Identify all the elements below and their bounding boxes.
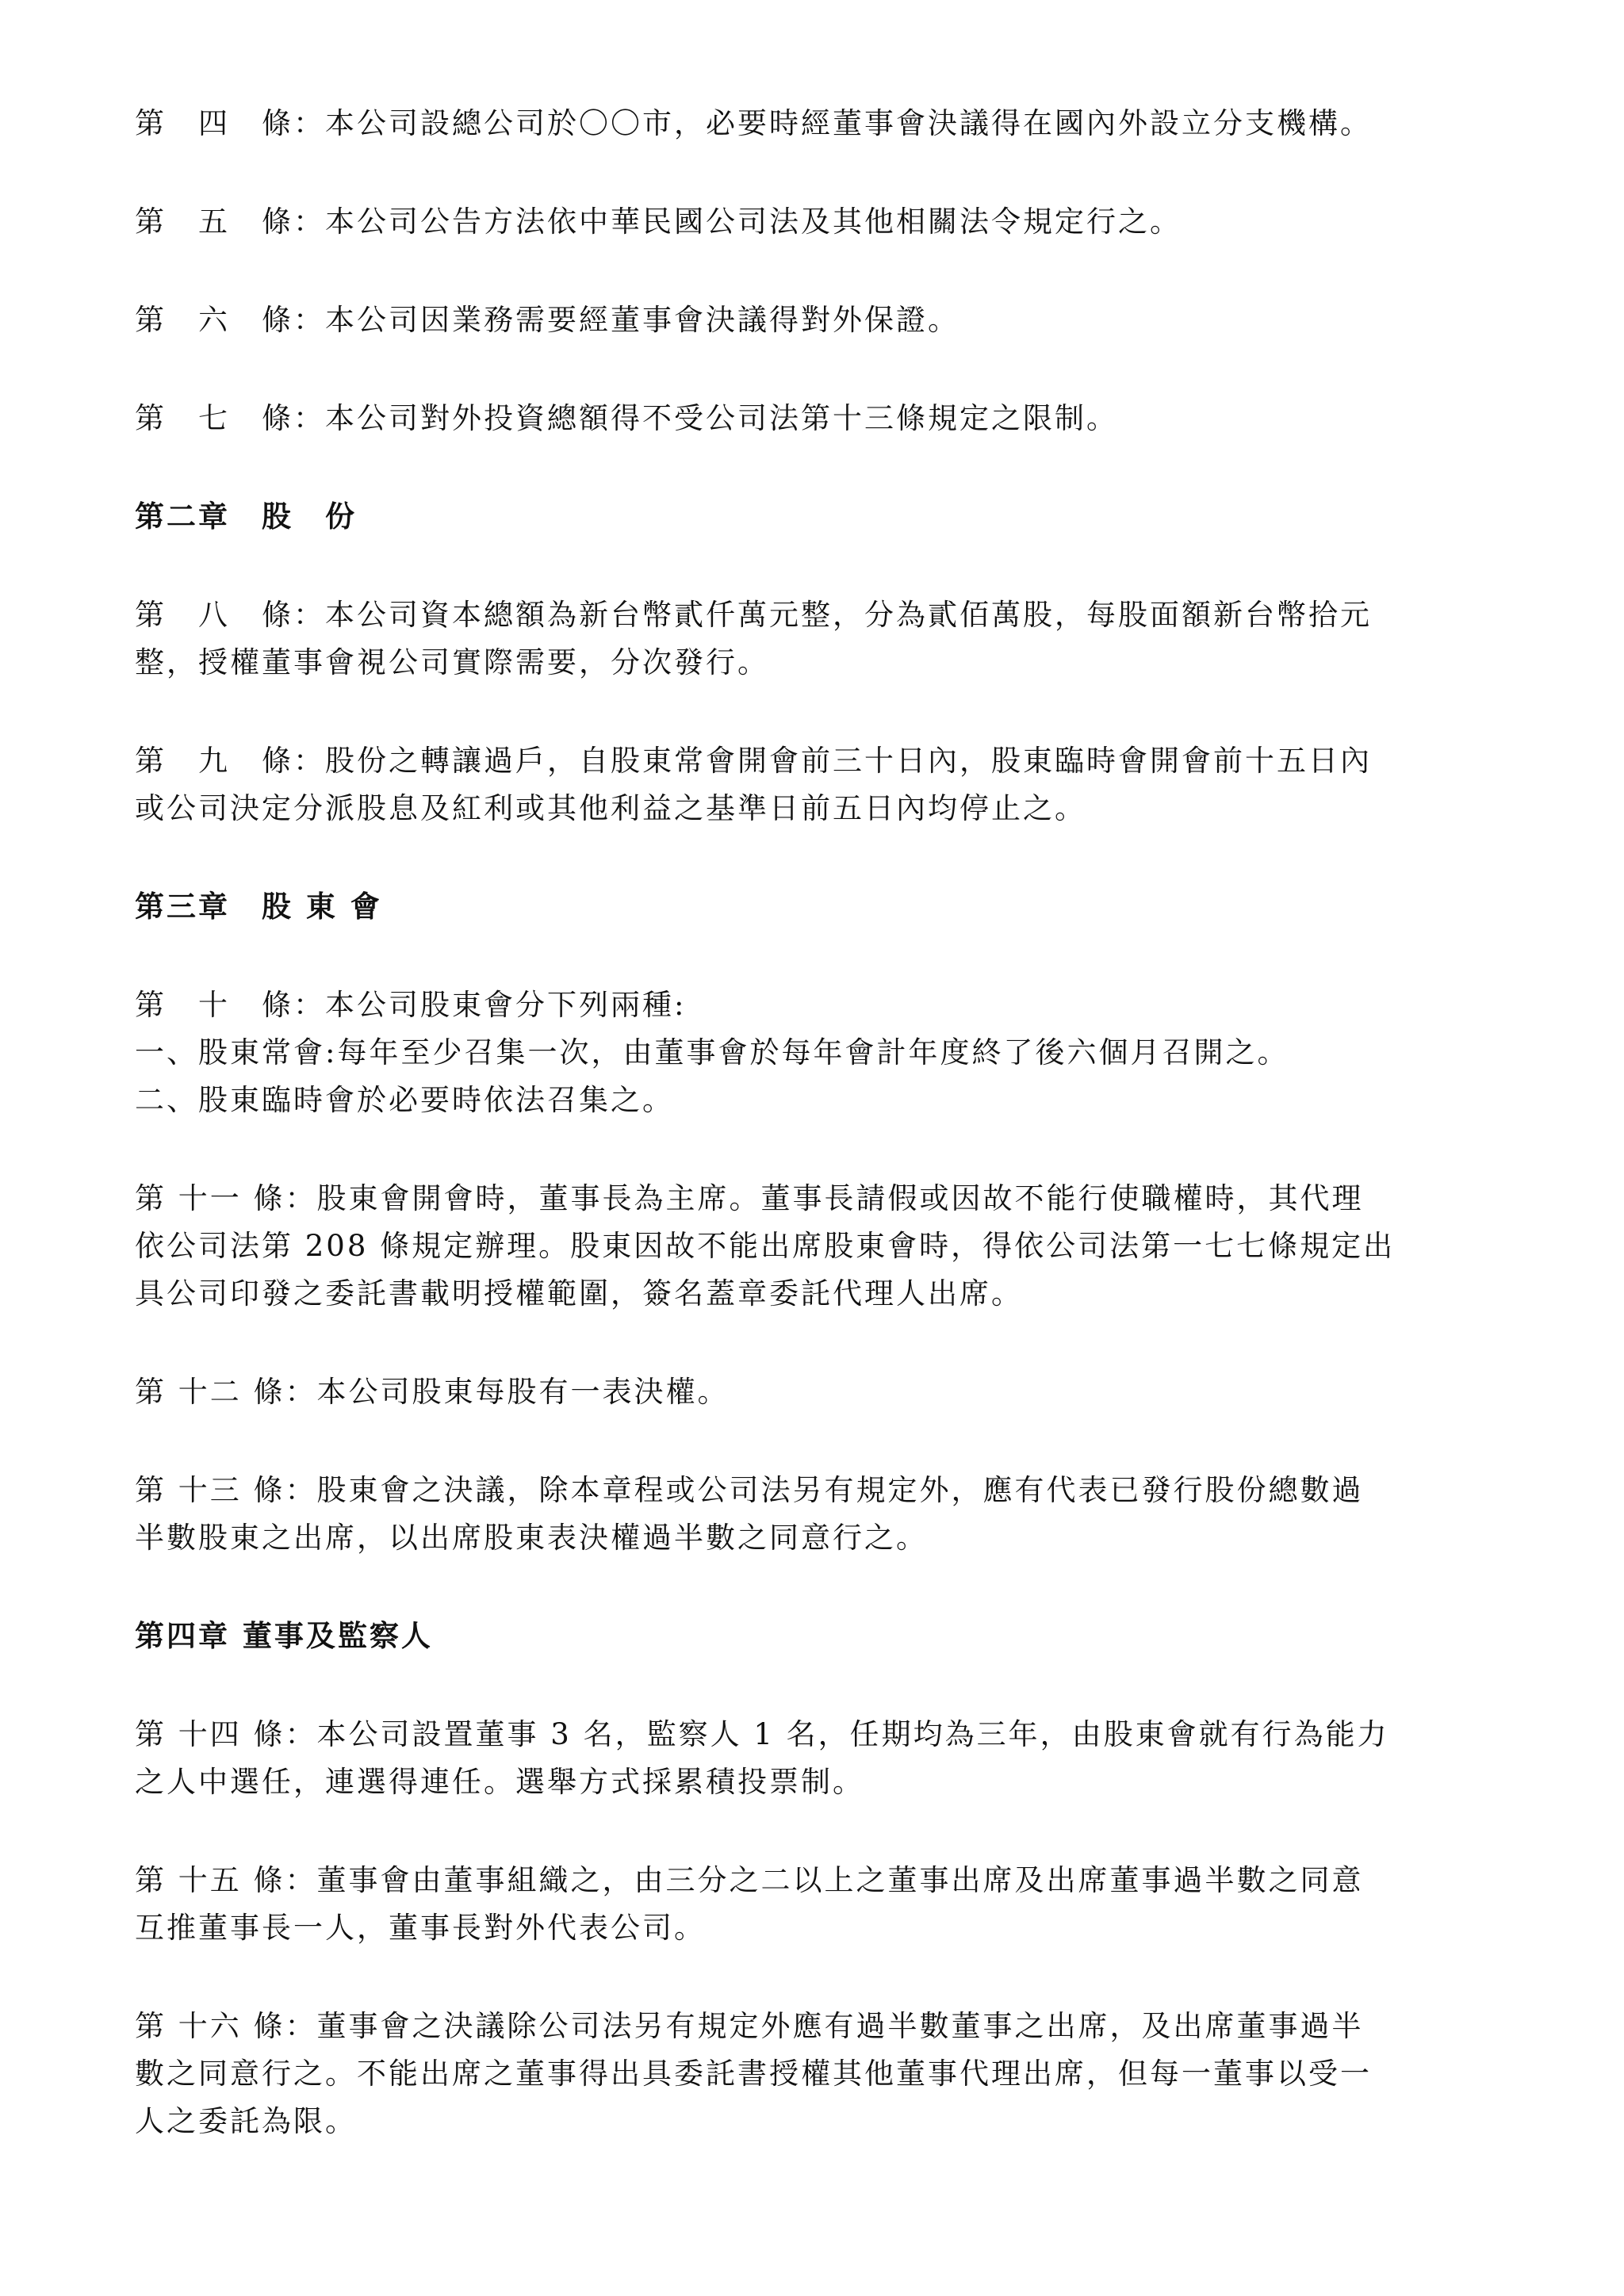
article-14: [135, 1711, 1515, 1806]
chapter-3-heading: 第三章 股 東 會: [135, 890, 382, 924]
article-4: [135, 100, 1515, 147]
article-12: [135, 1368, 1515, 1416]
article-line: 第 十三 條：股東會之決議，除本章程或公司法另有規定外，應有代表已發行股份總數過: [135, 1473, 1364, 1507]
article-line: 整，授權董事會視公司實際需要，分次發行。: [135, 645, 769, 679]
article-line: 具公司印發之委託書載明授權範圍，簽名蓋章委託代理人出席。: [135, 1276, 1023, 1311]
chapter-4-heading: 第四章 董事及監察人: [135, 1619, 433, 1653]
article-line: 第 九 條：股份之轉讓過戶，自股東常會開會前三十日內，股東臨時會開會前十五日內: [135, 744, 1372, 778]
article-line: 數之同意行之。不能出席之董事得出具委託書授權其他董事代理出席，但每一董事以受一: [135, 2057, 1372, 2091]
article-5: [135, 198, 1515, 246]
chapter-2-heading: 第二章 股 份: [135, 499, 357, 534]
article-line: 依公司法第 208 條規定辦理。股東因故不能出席股東會時，得依公司法第一七七條規定出: [135, 1229, 1396, 1263]
article-line: 之人中選任，連選得連任。選舉方式採累積投票制。: [135, 1765, 864, 1799]
article-16: [135, 2003, 1515, 2145]
article-line: 第 四 條：本公司設總公司於〇〇市，必要時經董事會決議得在國內外設立分支機構。: [135, 106, 1372, 140]
article-15: [135, 1857, 1515, 1952]
article-line: 半數股東之出席，以出席股東表決權過半數之同意行之。: [135, 1521, 928, 1555]
article-line: 第 六 條：本公司因業務需要經董事會決議得對外保證。: [135, 303, 959, 337]
article-line: 第 五 條：本公司公告方法依中華民國公司法及其他相關法令規定行之。: [135, 205, 1182, 239]
article-10: [135, 982, 1515, 1124]
article-line: 或公司決定分派股息及紅利或其他利益之基準日前五日內均停止之。: [135, 791, 1086, 825]
article-line: 人之委託為限。: [135, 2104, 357, 2138]
article-8: [135, 591, 1515, 687]
article-line: 第 七 條：本公司對外投資總額得不受公司法第十三條規定之限制。: [135, 401, 1118, 435]
article-6: [135, 297, 1515, 344]
article-line: 二、股東臨時會於必要時依法召集之。: [135, 1083, 674, 1117]
article-13: [135, 1467, 1515, 1562]
article-line: 第 十二 條：本公司股東每股有一表決權。: [135, 1375, 730, 1409]
article-line: 第 十五 條：董事會由董事組織之，由三分之二以上之董事出席及出席董事過半數之同意: [135, 1863, 1364, 1897]
article-line: 第 十一 條：股東會開會時，董事長為主席。董事長請假或因故不能行使職權時，其代理: [135, 1181, 1364, 1215]
article-9: [135, 737, 1515, 832]
article-line: 第 十四 條：本公司設置董事 3 名，監察人 1 名，任期均為三年，由股東會就有行為能力: [135, 1717, 1389, 1751]
article-line: 第 十六 條：董事會之決議除公司法另有規定外應有過半數董事之出席，及出席董事過半: [135, 2009, 1364, 2043]
article-7: [135, 395, 1515, 442]
article-line: 第 十 條：本公司股東會分下列兩種:: [135, 988, 687, 1022]
article-line: 第 八 條：本公司資本總額為新台幣貳仟萬元整，分為貳佰萬股，每股面額新台幣拾元: [135, 598, 1372, 632]
article-line: 互推董事長一人，董事長對外代表公司。: [135, 1911, 706, 1945]
article-line: 一、股東常會:每年至少召集一次，由董事會於每年會計年度終了後六個月召開之。: [135, 1035, 1289, 1070]
article-11: [135, 1175, 1515, 1318]
